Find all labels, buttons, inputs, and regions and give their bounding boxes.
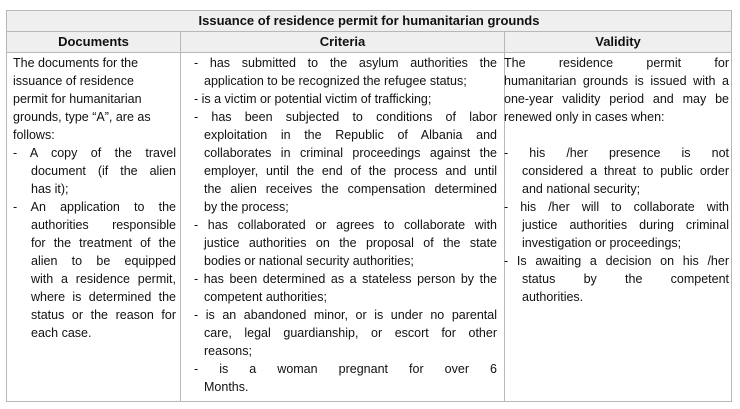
header-validity: Validity xyxy=(505,32,731,53)
list-item-line: competent authorities; xyxy=(204,290,327,304)
criteria-cell xyxy=(194,54,497,396)
list-item-line: considered a threat to public order xyxy=(522,164,729,178)
list-item-line: the alien receives the compensation determined xyxy=(204,182,497,196)
list-item-line: justice authorities on the proposal of the state xyxy=(204,236,497,250)
column-divider xyxy=(180,32,181,401)
list-item-line: status by the competent xyxy=(522,272,729,286)
list-item-line: status or the reason for xyxy=(31,308,176,322)
list-item-line: care, legal guardianship, or escort for other xyxy=(204,326,497,340)
list-item-line: has it); xyxy=(31,182,69,196)
list-item-line: for the treatment of the xyxy=(31,236,176,250)
list-item-line: exploitation in the Republic of Albania and xyxy=(204,128,497,142)
list-item-line: - A copy of the travel xyxy=(13,146,176,160)
list-item-line: - is a victim or potential victim of trafficking; xyxy=(194,92,432,106)
intro-line: one-year validity period and may be xyxy=(504,92,729,106)
intro-line: permit for humanitarian xyxy=(13,92,142,106)
list-item-line: - An application to the xyxy=(13,200,176,214)
intro-line: follows: xyxy=(13,128,55,142)
spacer xyxy=(504,126,729,144)
header-documents: Documents xyxy=(7,32,180,53)
intro-line: The documents for the xyxy=(13,56,139,70)
list-item-line: by the process; xyxy=(204,200,289,214)
list-item-line: application to be recognized the refugee status; xyxy=(204,74,467,88)
list-item-line: Months. xyxy=(204,380,249,394)
list-item-line: with a residence permit, xyxy=(31,272,176,286)
list-item-line: - Is awaiting a decision on his /her xyxy=(504,254,729,268)
list-item-line: - has been subjected to conditions of labor xyxy=(194,110,497,124)
validity-cell xyxy=(504,54,729,306)
list-item-line: and national security; xyxy=(522,182,641,196)
list-item-line: - has submitted to the asylum authorities the xyxy=(194,56,497,70)
list-item-line: document (if the alien xyxy=(31,164,176,178)
header-criteria: Criteria xyxy=(181,32,504,53)
list-item-line: investigation or proceedings; xyxy=(522,236,682,250)
list-item-line: reasons; xyxy=(204,344,252,358)
table-title: Issuance of residence permit for humanitarian grounds xyxy=(7,11,731,32)
documents-cell xyxy=(13,54,176,342)
list-item-line: where is determined the xyxy=(31,290,176,304)
list-item-line: - is a woman pregnant for over 6 xyxy=(194,362,497,376)
list-item-line: authorities. xyxy=(522,290,584,304)
list-item-line: collaborates in criminal proceedings against the xyxy=(204,146,497,160)
intro-line: humanitarian grounds is issued with a xyxy=(504,74,729,88)
list-item-line: bodies or national security authorities; xyxy=(204,254,414,268)
list-item-line: - has been determined as a stateless person by the xyxy=(194,272,497,286)
intro-line: The residence permit for xyxy=(504,56,729,70)
list-item-line: - has collaborated or agrees to collaborate with xyxy=(194,218,497,232)
list-item-line: alien to be equipped xyxy=(31,254,176,268)
intro-line: issuance of residence xyxy=(13,74,134,88)
list-item-line: - his /her presence is not xyxy=(504,146,729,160)
list-item-line: authorities responsible xyxy=(31,218,176,232)
intro-line: renewed only in cases when: xyxy=(504,110,665,124)
intro-line: grounds, type “A”, are as xyxy=(13,110,151,124)
list-item-line: - is an abandoned minor, or is under no parental xyxy=(194,308,497,322)
permit-table xyxy=(6,10,732,402)
list-item-line: each case. xyxy=(31,326,92,340)
list-item-line: justice authorities during criminal xyxy=(522,218,729,232)
list-item-line: employer, until the end of the process and until xyxy=(204,164,497,178)
list-item-line: - his /her will to collaborate with xyxy=(504,200,729,214)
